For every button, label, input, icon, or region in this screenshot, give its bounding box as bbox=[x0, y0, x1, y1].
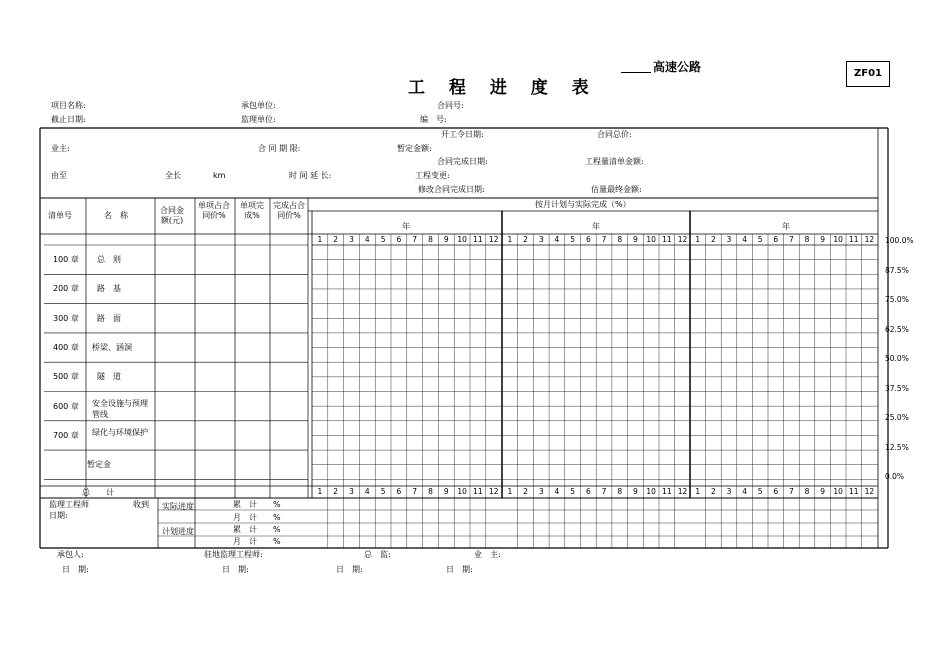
month-number: 9 bbox=[633, 487, 638, 496]
from-to-label: 由至 bbox=[51, 171, 67, 180]
sig-date-3: 日 期: bbox=[336, 565, 363, 574]
row-chapter: 500 章 bbox=[53, 372, 79, 382]
col-contract-amount: 合同金额(元) bbox=[160, 206, 184, 225]
km-label: km bbox=[213, 171, 226, 180]
row-name: 暂定金 bbox=[87, 460, 111, 470]
month-number: 1 bbox=[317, 235, 323, 244]
month-number: 3 bbox=[349, 235, 354, 244]
month-number: 11 bbox=[473, 235, 483, 244]
change-label: 工程变更: bbox=[415, 171, 450, 180]
month-number: 1 bbox=[695, 235, 701, 244]
row-name: 路 基 bbox=[97, 284, 121, 294]
month-number: 3 bbox=[538, 235, 544, 244]
month-number: 6 bbox=[773, 235, 779, 244]
month-number: 10 bbox=[833, 487, 843, 496]
sig-owner: 业 主: bbox=[474, 550, 501, 559]
month-number: 10 bbox=[457, 235, 467, 244]
month-number: 3 bbox=[349, 487, 354, 496]
completion-date-label: 合同完成日期: bbox=[437, 157, 488, 166]
page-title: 工 程 进 度 表 bbox=[408, 78, 598, 98]
contractor-label: 承包单位: bbox=[241, 101, 276, 110]
month-number: 8 bbox=[617, 487, 623, 496]
month-number: 7 bbox=[789, 235, 794, 244]
month-number: 5 bbox=[380, 487, 386, 496]
month-number: 8 bbox=[804, 235, 810, 244]
month-number: 9 bbox=[443, 487, 449, 496]
revised-completion-label: 修改合同完成日期: bbox=[418, 185, 485, 194]
year-label-3: 年 bbox=[782, 222, 790, 231]
received-label: 收到 bbox=[133, 500, 149, 509]
month-number: 1 bbox=[695, 487, 701, 496]
month-number: 12 bbox=[864, 487, 875, 496]
month-number: 11 bbox=[662, 487, 672, 496]
pct-2: % bbox=[273, 513, 281, 522]
month-number: 12 bbox=[864, 235, 875, 244]
engineer-date-label: 日期: bbox=[49, 511, 68, 520]
col-name: 名 称 bbox=[104, 211, 128, 220]
total-label: 总 计 bbox=[82, 488, 114, 497]
month-number: 8 bbox=[428, 487, 433, 496]
month-number: 4 bbox=[742, 235, 747, 244]
total-length-label: 全长 bbox=[165, 171, 181, 180]
month-number: 7 bbox=[412, 487, 418, 496]
row-chapter: 400 章 bbox=[53, 342, 79, 352]
sig-chief-supervisor: 总 监: bbox=[364, 550, 391, 559]
sig-resident-engineer: 驻地监理工程师: bbox=[204, 550, 263, 559]
year-label-1: 年 bbox=[402, 222, 410, 231]
percent-tick: 75.0% bbox=[885, 295, 909, 304]
month-number: 7 bbox=[412, 235, 418, 244]
sig-date-2: 日 期: bbox=[222, 565, 249, 574]
planned-monthly: 月 计 bbox=[233, 537, 257, 546]
percent-tick: 25.0% bbox=[885, 413, 909, 422]
month-number: 12 bbox=[488, 487, 499, 496]
month-number: 3 bbox=[726, 487, 732, 496]
month-number: 2 bbox=[523, 235, 528, 244]
month-number: 3 bbox=[538, 487, 544, 496]
month-number: 1 bbox=[507, 487, 513, 496]
month-number: 4 bbox=[554, 235, 560, 244]
planned-cumulative: 累 计 bbox=[233, 525, 257, 534]
row-chapter: 700 章 bbox=[53, 430, 79, 440]
percent-tick: 87.5% bbox=[885, 265, 909, 275]
contract-no-label: 合同号: bbox=[437, 101, 464, 110]
month-number: 7 bbox=[789, 487, 794, 496]
month-number: 9 bbox=[820, 235, 825, 244]
percent-tick: 100.0% bbox=[885, 236, 914, 245]
row-name: 绿化与环境保护 bbox=[92, 427, 148, 437]
owner-label: 业主: bbox=[51, 144, 70, 153]
month-number: 11 bbox=[473, 487, 483, 496]
col-item-complete: 单项完成% bbox=[240, 201, 264, 220]
month-number: 7 bbox=[601, 235, 607, 244]
month-number: 9 bbox=[633, 235, 638, 244]
month-number: 2 bbox=[333, 235, 339, 244]
col-item-no: 清单号 bbox=[48, 211, 72, 220]
sig-date-4: 日 期: bbox=[446, 565, 473, 574]
month-number: 1 bbox=[317, 487, 323, 496]
month-number: 10 bbox=[646, 487, 656, 496]
month-number: 3 bbox=[726, 235, 732, 244]
month-number: 11 bbox=[849, 487, 859, 496]
month-number: 4 bbox=[554, 487, 560, 496]
percent-tick: 12.5% bbox=[885, 442, 909, 452]
percent-tick: 50.0% bbox=[885, 354, 909, 363]
month-number: 10 bbox=[646, 235, 656, 244]
planned-progress-label: 计划进度 bbox=[162, 527, 194, 536]
col-complete-ratio: 完成占合同价% bbox=[273, 201, 305, 220]
percent-tick: 37.5% bbox=[885, 383, 909, 393]
start-date-label: 开工令日期: bbox=[441, 130, 484, 139]
month-number: 6 bbox=[396, 235, 402, 244]
month-number: 8 bbox=[428, 235, 433, 244]
month-number: 11 bbox=[849, 235, 859, 244]
month-number: 2 bbox=[711, 487, 716, 496]
month-number: 9 bbox=[443, 235, 449, 244]
month-number: 2 bbox=[711, 235, 716, 244]
month-number: 4 bbox=[364, 487, 370, 496]
row-name: 桥梁、涵洞 bbox=[92, 342, 132, 352]
month-number: 5 bbox=[570, 235, 576, 244]
month-number: 10 bbox=[833, 235, 843, 244]
pct-4: % bbox=[273, 537, 281, 546]
year-label-2: 年 bbox=[592, 222, 600, 231]
month-number: 11 bbox=[662, 235, 672, 244]
row-chapter: 100 章 bbox=[53, 255, 79, 264]
month-number: 2 bbox=[333, 487, 339, 496]
contract-period-label: 合 同 期 限: bbox=[258, 144, 301, 153]
month-number: 12 bbox=[488, 235, 499, 244]
supervisor-label: 监理单位: bbox=[241, 115, 276, 124]
percent-tick: 0.0% bbox=[885, 472, 905, 481]
pct-1: % bbox=[273, 500, 281, 509]
month-number: 10 bbox=[457, 487, 467, 496]
provisional-label: 暂定金额: bbox=[397, 144, 432, 153]
extension-label: 时 间 延 长: bbox=[289, 171, 332, 180]
row-name: 隧 道 bbox=[97, 372, 121, 382]
month-number: 5 bbox=[757, 487, 763, 496]
month-number: 9 bbox=[820, 487, 825, 496]
form-code: ZF01 bbox=[846, 61, 890, 87]
month-number: 8 bbox=[617, 235, 623, 244]
serial-no-label: 编 号: bbox=[420, 115, 447, 124]
row-name: 总 则 bbox=[97, 255, 121, 264]
month-number: 5 bbox=[380, 235, 386, 244]
month-number: 12 bbox=[677, 235, 688, 244]
sig-date-1: 日 期: bbox=[62, 565, 89, 574]
estimated-final-label: 估量最终金额: bbox=[591, 185, 642, 194]
month-number: 2 bbox=[523, 487, 528, 496]
boq-amount-label: 工程量清单金额: bbox=[585, 157, 644, 166]
actual-progress-label: 实际进度 bbox=[162, 502, 194, 511]
row-name: 安全设施与预理管线 bbox=[92, 398, 148, 419]
percent-tick: 62.5% bbox=[885, 324, 909, 334]
month-number: 5 bbox=[757, 235, 763, 244]
month-number: 4 bbox=[364, 235, 370, 244]
engineer-label: 监理工程师 bbox=[49, 500, 89, 509]
month-number: 6 bbox=[585, 487, 591, 496]
month-number: 12 bbox=[677, 487, 688, 496]
actual-cumulative: 累 计 bbox=[233, 500, 257, 509]
month-number: 1 bbox=[507, 235, 513, 244]
contract-total-label: 合同总价: bbox=[597, 130, 632, 139]
road-label: 高速公路 bbox=[653, 60, 702, 74]
row-chapter: 300 章 bbox=[53, 313, 79, 323]
month-number: 6 bbox=[396, 487, 402, 496]
actual-monthly: 月 计 bbox=[233, 513, 257, 522]
sig-contractor: 承包人: bbox=[57, 550, 84, 559]
row-name: 路 面 bbox=[97, 313, 121, 323]
row-chapter: 600 章 bbox=[53, 401, 79, 411]
month-number: 7 bbox=[601, 487, 607, 496]
month-number: 6 bbox=[585, 235, 591, 244]
month-number: 6 bbox=[773, 487, 779, 496]
month-number: 4 bbox=[742, 487, 747, 496]
col-item-ratio: 单项占合同价% bbox=[198, 201, 230, 220]
pct-3: % bbox=[273, 525, 281, 534]
row-chapter: 200 章 bbox=[53, 284, 79, 294]
month-number: 8 bbox=[804, 487, 810, 496]
cutoff-date-label: 截止日期: bbox=[51, 115, 86, 124]
project-name-label: 项目名称: bbox=[51, 101, 86, 110]
col-monthly-plan: 按月计划与实际完成（%） bbox=[535, 200, 631, 209]
month-number: 5 bbox=[570, 487, 576, 496]
